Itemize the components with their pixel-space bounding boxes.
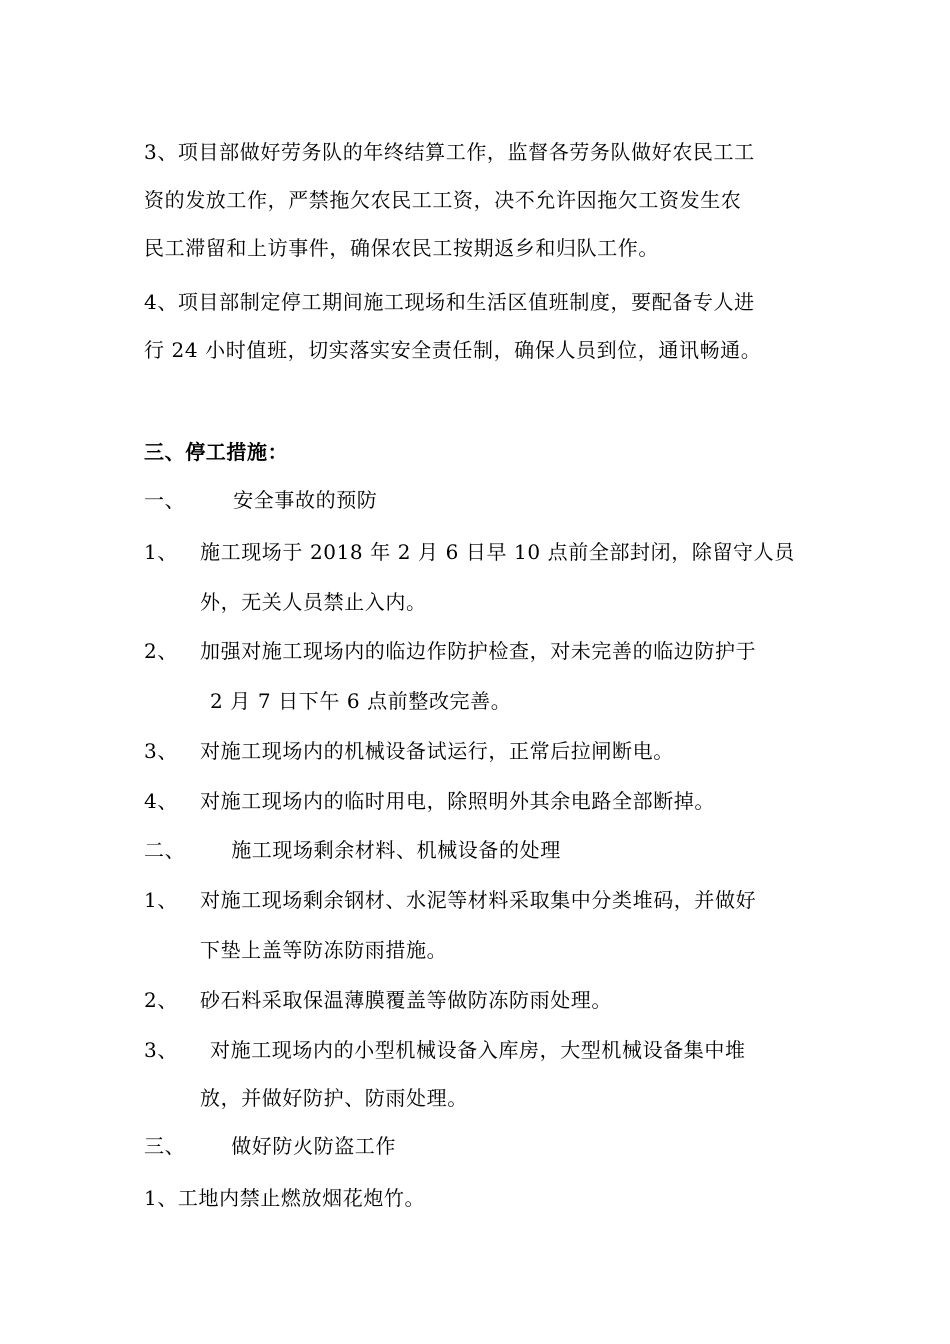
part-1-item-4-number: 4、 [144,789,178,813]
part-1-item-4-line-1: 对施工现场内的临时用电，除照明外其余电路全部断掉。 [200,789,715,813]
paragraph-3-line-1: 3、项目部做好劳务队的年终结算工作，监督各劳务队做好农民工工 [144,140,755,164]
part-2-item-1-line-1: 对施工现场剩余钢材、水泥等材料采取集中分类堆码，并做好 [200,888,757,912]
paragraph-3-line-2: 资的发放工作，严禁拖欠农民工工资，决不允许因拖欠工资发生农 [144,188,742,212]
section-heading: 三、停工措施： [144,440,289,464]
part-1-item-2-number: 2、 [144,639,178,663]
part-1-item-1-line-1: 施工现场于 2018 年 2 月 6 日早 10 点前全部封闭，除留守人员 [200,540,795,564]
part-1-item-1-line-2: 外，无关人员禁止入内。 [200,590,427,614]
part-2-item-3-line-1: 对施工现场内的小型机械设备入库房，大型机械设备集中堆 [210,1038,746,1062]
part-3-item-1: 1、工地内禁止燃放烟花炮竹。 [144,1186,426,1210]
part-1-item-3-number: 3、 [144,739,178,763]
part-2-item-3-number: 3、 [144,1038,178,1062]
part-2-item-2-number: 2、 [144,988,178,1012]
part-1-item-2-line-2: 2 月 7 日下午 6 点前整改完善。 [210,689,512,713]
part-2-number: 二、 [144,838,186,862]
part-2-item-3-line-2: 放，并做好防护、防雨处理。 [200,1086,468,1110]
part-2-heading [144,836,561,864]
part-1-item-1-number: 1、 [144,540,178,564]
paragraph-3-line-3: 民工滞留和上访事件，确保农民工按期返乡和归队工作。 [144,236,659,260]
part-1-title: 安全事故的预防 [233,488,378,512]
part-1-heading [144,486,377,514]
part-2-item-1-line-2: 下垫上盖等防冻防雨措施。 [200,938,448,962]
paragraph-4-line-2: 行 24 小时值班，切实落实安全责任制，确保人员到位，通讯畅通。 [144,338,762,362]
part-2-title: 施工现场剩余材料、机械设备的处理 [231,838,561,862]
paragraph-4-line-1: 4、项目部制定停工期间施工现场和生活区值班制度，要配备专人进 [144,290,755,314]
part-3-number: 三、 [144,1134,186,1158]
part-2-item-1-number: 1、 [144,888,178,912]
part-1-item-3-line-1: 对施工现场内的机械设备试运行，正常后拉闸断电。 [200,739,674,763]
part-1-number: 一、 [144,488,186,512]
part-2-item-2-line-1: 砂石料采取保温薄膜覆盖等做防冻防雨处理。 [200,988,612,1012]
part-3-heading [144,1132,396,1160]
part-3-title: 做好防火防盗工作 [231,1134,397,1158]
part-1-item-2-line-1: 加强对施工现场内的临边作防护检查，对未完善的临边防护于 [200,639,757,663]
